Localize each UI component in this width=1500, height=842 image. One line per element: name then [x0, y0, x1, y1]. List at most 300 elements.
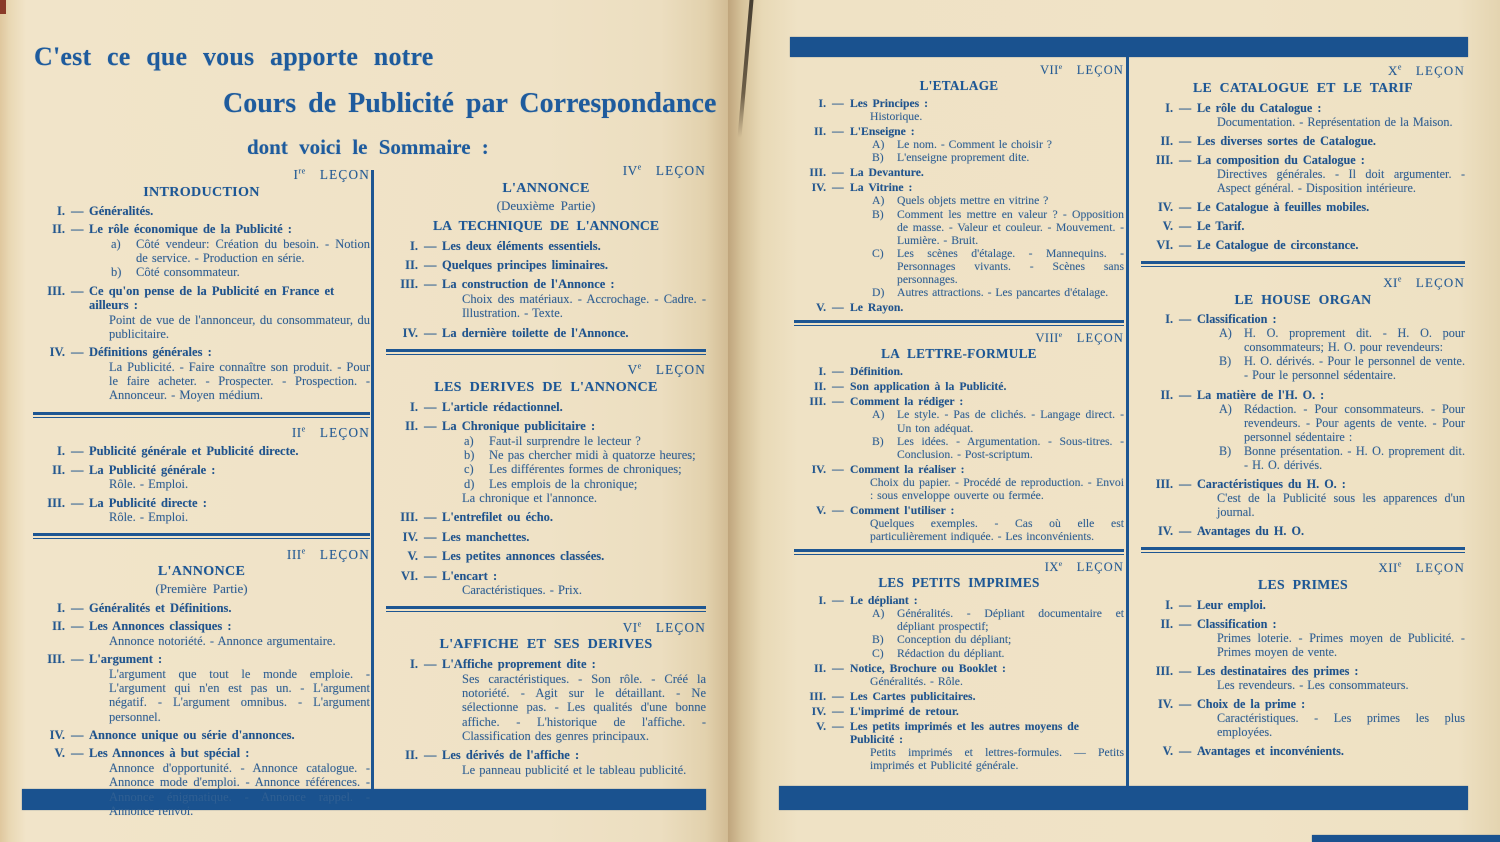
item-label: Comment la réaliser : [850, 462, 965, 476]
item-subitem [870, 607, 1124, 633]
item-dash: — [71, 601, 84, 616]
lesson-number [1141, 274, 1465, 290]
lesson-title: LES PETITS IMPRIMES [878, 575, 1040, 591]
subitem-letter: A) [872, 607, 885, 621]
subitem-letter: B) [872, 434, 884, 448]
item-detail: Petits imprimés et lettres-formules. — Petits imprimés et Publicité générale. [870, 746, 1124, 773]
item-subitem [870, 633, 1124, 646]
toc-item [1141, 598, 1465, 612]
toc-item [1141, 238, 1465, 252]
item-detail: Rôle. - Emploi. [109, 509, 189, 524]
item-label: Classification : [1197, 312, 1277, 327]
subitem-text: Comment les mettre en valeur ? - Opposition de masse. - Valeur et couleur. - Mouvement. - Lumière. - Bruit. [897, 207, 1124, 247]
toc-item [1141, 697, 1465, 739]
item-dash: — [832, 181, 844, 195]
item-numeral: II. [1160, 616, 1173, 631]
lesson-numeral: IVe [622, 163, 642, 179]
item-dash: — [1179, 523, 1192, 538]
toc-item [794, 594, 1124, 659]
subitem-text: Côté consommateur. [136, 265, 240, 280]
subitem-text: Généralités. - Dépliant documentaire et dépliant prospectif; [897, 607, 1124, 634]
item-detail: Documentation. - Représentation de la Maison. [1217, 115, 1453, 130]
toc-item [386, 258, 706, 272]
toc-item [794, 463, 1124, 502]
item-detail: Quelques exemples. - Cas où elle est particulièrement indiquée. - Les inconvénients. [870, 517, 1124, 544]
item-dash: — [1179, 153, 1192, 168]
item-dash: — [832, 125, 844, 138]
toc-item [1141, 664, 1465, 692]
item-dash: — [832, 504, 844, 518]
lesson-block [33, 425, 370, 525]
toc-item [386, 748, 706, 777]
item-dash: — [832, 96, 844, 110]
toc-item [1141, 744, 1465, 758]
item-numeral: IV. [1157, 523, 1173, 538]
toc-item [1141, 101, 1465, 129]
item-dash: — [832, 720, 844, 733]
lesson-numeral: Ve [627, 361, 642, 378]
lesson-numeral: IIe [291, 424, 306, 441]
lesson-separator [33, 533, 370, 539]
item-dash: — [832, 365, 844, 379]
item-dash: — [1179, 312, 1192, 327]
toc-item [386, 657, 706, 743]
column-divider-left-page [371, 170, 374, 789]
lesson-title: LES DERIVES DE L'ANNONCE [434, 378, 658, 395]
item-dash: — [832, 704, 844, 718]
item-label: Généralités. [89, 203, 154, 218]
item-numeral: I. [410, 657, 418, 672]
item-dash: — [1179, 476, 1192, 491]
item-dash: — [1179, 387, 1192, 402]
item-subitem [870, 647, 1124, 660]
item-numeral: II. [405, 258, 418, 272]
toc-item [1141, 477, 1465, 519]
item-numeral: V. [54, 746, 65, 761]
item-label: Les petits imprimés et les autres moyens de Publicité : [850, 720, 1079, 747]
item-dash: — [1179, 219, 1192, 234]
item-dash: — [424, 419, 437, 434]
item-dash: — [71, 222, 84, 237]
item-label: La matière de l'H. O. : [1197, 387, 1325, 402]
item-numeral: VI. [1156, 238, 1173, 253]
lesson-block [386, 619, 706, 777]
subitem-text: Les idées. - Argumentation. - Sous-titres. - Conclusion. - Post-scriptum. [897, 434, 1124, 461]
item-subitem [1217, 402, 1465, 444]
item-numeral: I. [57, 203, 65, 218]
lesson-title: L'ANNONCE [502, 179, 590, 196]
item-subitem [870, 408, 1124, 434]
item-dash: — [424, 568, 437, 583]
toc-item [794, 97, 1124, 123]
lesson-ordinal-suffix: e [1058, 62, 1063, 71]
toc-item [794, 181, 1124, 299]
item-label: La Devanture. [850, 166, 924, 180]
item-dash: — [71, 462, 84, 477]
item-dash: — [1179, 597, 1192, 612]
toc-item [386, 419, 706, 505]
item-dash: — [424, 238, 437, 253]
item-numeral: II. [52, 462, 65, 477]
item-label: Les Annonces classiques : [89, 619, 232, 634]
item-label: Définitions générales : [89, 345, 212, 360]
item-label: L'Affiche proprement dite : [442, 657, 596, 672]
item-numeral: IV. [1157, 697, 1173, 712]
toc-column-3 [794, 63, 1124, 772]
item-subitem [109, 265, 370, 279]
toc-item [794, 690, 1124, 703]
item-label: Les deux éléments essentiels. [442, 238, 601, 253]
subitem-text: Bonne présentation. - H. O. proprement dit. - H. O. dérivés. [1244, 443, 1465, 472]
lesson-block [1141, 63, 1465, 252]
item-subitem [1217, 444, 1465, 472]
item-label: Le dépliant : [850, 594, 918, 608]
subitem-text: H. O. proprement dit. - H. O. pour consommateurs; H. O. pour revendeurs: [1244, 326, 1465, 355]
item-numeral: II. [1160, 387, 1173, 402]
item-label: Le rôle économique de la Publicité : [89, 222, 292, 237]
lesson-title: L'ANNONCE [157, 562, 246, 579]
item-detail: Ses caractéristiques. - Son rôle. - Créé la notoriété. - Agit sur le détaillant. - Ne sélectionne pas. - Les qualités d'une bonne affiche. - L'historique de l'affiche. - Classification des genres principaux. [462, 671, 706, 743]
item-dash: — [424, 510, 437, 525]
subitem-text: Ne pas chercher midi à quatorze heures; [489, 447, 696, 462]
item-label: Le Catalogue à feuilles mobiles. [1197, 200, 1370, 215]
item-dash: — [71, 746, 84, 761]
lesson-number [794, 560, 1124, 575]
lesson-ordinal-suffix: e [1058, 559, 1063, 569]
toc-item [33, 496, 370, 525]
item-label: L'article rédactionnel. [442, 399, 563, 414]
item-numeral: V. [407, 549, 418, 564]
item-dash: — [832, 661, 844, 675]
item-numeral: I. [818, 365, 826, 379]
lesson-number [386, 362, 706, 378]
lecon-label: LEÇON [319, 167, 370, 183]
item-subitem [1217, 354, 1465, 382]
item-label: Choix de la prime : [1197, 697, 1306, 712]
lesson-title: LE CATALOGUE ET LE TARIF [1192, 80, 1414, 96]
item-label: La Publicité générale : [89, 462, 216, 477]
course-title: Cours de Publicité par Correspondance [223, 88, 717, 119]
item-label: Ce qu'on pense de la Publicité en France et ailleurs : [89, 283, 335, 313]
item-dash: — [1179, 697, 1192, 712]
item-detail: Choix du papier. - Procédé de reproduction. - Envoi : sous enveloppe ouverte ou fermée. [870, 475, 1124, 502]
item-label: Les manchettes. [442, 529, 530, 544]
item-numeral: III. [809, 166, 826, 180]
item-dash: — [1179, 238, 1192, 253]
lesson-number [386, 619, 706, 635]
lesson-number [386, 163, 706, 179]
lesson-block [33, 546, 370, 818]
item-numeral: IV. [811, 462, 826, 476]
lesson-ordinal-suffix: e [1397, 63, 1402, 72]
toc-item [33, 204, 370, 218]
item-dash: — [832, 462, 844, 476]
subitem-letter: B) [872, 207, 884, 221]
item-numeral: III. [1155, 663, 1173, 678]
subitem-letter: b) [111, 265, 122, 280]
item-label: L'imprimé de retour. [850, 704, 959, 718]
lesson-numeral: VIIe [1040, 62, 1063, 78]
item-subitem [870, 247, 1124, 286]
item-dash: — [1179, 134, 1192, 149]
lesson-ordinal-suffix: re [298, 167, 306, 176]
lesson-block [794, 560, 1124, 772]
item-dash: — [832, 166, 844, 180]
lesson-number [1141, 63, 1465, 79]
subitem-letter: B) [1219, 443, 1232, 458]
subitem-letter: a) [464, 433, 474, 448]
item-numeral: V. [1162, 744, 1173, 759]
item-dash: — [832, 594, 844, 608]
lesson-number [794, 63, 1124, 78]
item-numeral: I. [1165, 101, 1173, 116]
toc-item [386, 277, 706, 320]
subitem-text: Le style. - Pas de clichés. - Langage direct. - Un ton adéquat. [897, 408, 1124, 435]
item-dash: — [1179, 663, 1192, 678]
item-numeral: III. [809, 689, 826, 703]
lesson-separator [794, 549, 1124, 555]
lesson-block [1141, 560, 1465, 758]
subitem-letter: A) [872, 138, 885, 152]
toc-item [794, 301, 1124, 314]
item-subitem [870, 194, 1124, 207]
lesson-numeral: XIIe [1378, 559, 1402, 576]
toc-item [33, 463, 370, 492]
item-label: Les diverses sortes de Catalogue. [1197, 134, 1376, 149]
item-subitem [1217, 326, 1465, 354]
item-dash: — [424, 325, 437, 340]
lesson-ordinal-suffix: e [1397, 559, 1402, 569]
toc-item [33, 619, 370, 648]
item-dash: — [424, 258, 437, 272]
subitem-letter: B) [872, 151, 884, 165]
item-subitem [870, 151, 1124, 164]
item-subitem [870, 208, 1124, 247]
item-detail: La Publicité. - Faire connaître son produit. - Pour le faire acheter. - Prospecter. - Prospection. - Annonceur. - Moyen médium. [109, 359, 370, 403]
lecon-label: LEÇON [1076, 331, 1124, 346]
lesson-separator [1141, 547, 1465, 553]
item-detail: C'est de la Publicité sous les apparences d'un journal. [1217, 490, 1465, 519]
lecon-label: LEÇON [1415, 274, 1465, 290]
item-detail: Primes loterie. - Primes moyen de Publicité. - Primes moyen de vente. [1217, 630, 1465, 659]
subitem-text: Rédaction. - Pour consommateurs. - Pour revendeurs. - Pour agents de vente. - Pour personnel sédentaire : [1244, 401, 1465, 444]
item-subitem [462, 434, 706, 448]
item-detail: Caractéristiques. - Prix. [462, 582, 583, 597]
item-dash: — [71, 444, 84, 459]
lesson-block [794, 331, 1124, 543]
top-rule-bar [790, 37, 1468, 57]
lesson-ordinal-suffix: e [301, 424, 306, 434]
item-dash: — [71, 652, 84, 667]
item-label: L'Enseigne : [850, 125, 915, 138]
item-label: Définition. [850, 365, 903, 379]
lecon-label: LEÇON [1076, 63, 1124, 78]
item-numeral: III. [1155, 476, 1173, 491]
toc-item [1141, 200, 1465, 214]
subitem-text: Autres attractions. - Les pancartes d'étalage. [897, 286, 1109, 300]
subitem-text: Les scènes d'étalage. - Mannequins. - Personnages vivants. - Scènes sans personnages. [897, 246, 1124, 287]
lesson-title: LE HOUSE ORGAN [1234, 291, 1372, 307]
lesson-numeral: VIIIe [1035, 330, 1063, 346]
item-numeral: V. [816, 504, 826, 518]
item-numeral: IV. [49, 345, 65, 360]
column-divider-right-page [1126, 57, 1129, 786]
lesson-separator [386, 349, 706, 355]
toc-item [794, 380, 1124, 393]
item-label: La Chronique publicitaire : [442, 419, 596, 434]
lecon-label: LEÇON [319, 546, 370, 562]
toc-item [386, 239, 706, 253]
item-label: Leur emploi. [1197, 597, 1266, 612]
item-numeral: III. [47, 652, 65, 667]
toc-item [33, 728, 370, 742]
lesson-numeral: IIIe [286, 546, 306, 562]
toc-item [33, 345, 370, 403]
item-detail: Généralités. - Rôle. [870, 674, 963, 688]
subitem-text: Conception du dépliant; [897, 633, 1012, 647]
subitem-text: Quels objets mettre en vitrine ? [897, 194, 1049, 208]
item-label: Comment l'utiliser : [850, 504, 955, 518]
lesson-title: L'AFFICHE ET SES DERIVES [439, 635, 653, 652]
lesson-separator [794, 320, 1124, 326]
item-numeral: III. [400, 277, 418, 292]
item-dash: — [71, 203, 84, 218]
toc-item [794, 365, 1124, 378]
item-label: Les destinataires des primes : [1197, 663, 1359, 678]
toc-item [1141, 134, 1465, 148]
lesson-subtitle: (Deuxième Partie) [496, 197, 596, 213]
sommaire-line: dont voici le Sommaire : [247, 135, 489, 159]
item-dash: — [832, 380, 844, 394]
item-label: Publicité générale et Publicité directe. [89, 444, 299, 459]
item-label: Son application à la Publicité. [850, 380, 1007, 394]
item-detail: Point de vue de l'annonceur, du consommateur, du publicitaire. [109, 312, 370, 341]
item-dash: — [71, 345, 84, 360]
item-subitem [109, 237, 370, 266]
item-label: Le Rayon. [850, 301, 904, 315]
lecon-label: LEÇON [1076, 560, 1124, 575]
item-label: La construction de l'Annonce : [442, 277, 615, 292]
lesson-ordinal-suffix: e [1397, 274, 1402, 284]
subitem-text: Côté vendeur: Création du besoin. - Notion de service. - Production en série. [136, 236, 370, 265]
item-numeral: III. [809, 395, 826, 409]
item-label: La composition du Catalogue : [1197, 153, 1365, 168]
item-numeral: IV. [811, 181, 826, 195]
item-detail: Annonce notoriété. - Annonce argumentaire. [109, 633, 336, 648]
toc-item [794, 662, 1124, 688]
toc-item [1141, 617, 1465, 659]
subitem-text: L'enseigne proprement dite. [897, 151, 1030, 165]
subitem-letter: B) [872, 633, 884, 647]
toc-item [386, 569, 706, 598]
lesson-title: LES PRIMES [1258, 577, 1348, 592]
item-numeral: III. [47, 495, 65, 510]
item-dash: — [1179, 744, 1192, 759]
item-numeral: I. [1165, 312, 1173, 327]
subitem-letter: C) [872, 646, 884, 660]
toc-item [33, 284, 370, 342]
item-label: Les dérivés de l'affiche : [442, 748, 580, 763]
lesson-separator [33, 412, 370, 418]
intro-line: C'est ce que vous apporte notre [34, 42, 434, 71]
item-numeral: III. [47, 283, 65, 298]
item-detail: Caractéristiques. - Les primes les plus employées. [1217, 711, 1465, 740]
subitem-letter: b) [464, 447, 475, 462]
item-subitem [870, 286, 1124, 299]
item-label: Classification : [1197, 616, 1277, 631]
subitem-letter: A) [1219, 326, 1232, 341]
item-label: L'argument : [89, 652, 163, 667]
toc-item [386, 326, 706, 340]
toc-item [794, 125, 1124, 164]
item-detail: L'argument que tout le monde emploie. - L'argument qui n'en est pas un. - L'argument négatif. - L'argument omnibus. - L'argument personnel. [109, 666, 370, 724]
subitem-text: Rédaction du dépliant. [897, 646, 1005, 660]
toc-column-1 [33, 167, 370, 818]
item-detail: Annonce d'opportunité. - Annonce catalogue. - Annonce mode d'emploi. - Annonce références. - Annonce énigmatique. - Annonce rappel. - Annonce renvoi. [109, 760, 370, 818]
item-numeral: IV. [402, 529, 418, 544]
item-numeral: I. [410, 399, 418, 414]
lesson-ordinal-suffix: e [637, 619, 642, 629]
item-dash: — [424, 748, 437, 763]
toc-item [1141, 312, 1465, 382]
item-numeral: I. [410, 238, 418, 253]
item-numeral: V. [1162, 219, 1173, 234]
lecon-label: LEÇON [1415, 560, 1465, 576]
item-dash: — [71, 619, 84, 634]
item-dash: — [832, 689, 844, 703]
toc-column-2 [386, 163, 706, 777]
item-dash: — [1179, 200, 1192, 215]
item-label: Les Annonces à but spécial : [89, 746, 250, 761]
item-dash: — [832, 301, 844, 315]
toc-item [794, 395, 1124, 460]
subitem-text: H. O. dérivés. - Pour le personnel de vente. - Pour le personnel sédentaire. [1244, 354, 1465, 383]
toc-item [33, 601, 370, 615]
lesson-ordinal-suffix: e [637, 361, 642, 371]
lesson-numeral: XIe [1383, 274, 1402, 290]
item-dash: — [424, 399, 437, 414]
item-label: Le Tarif. [1197, 219, 1245, 234]
item-numeral: V. [816, 720, 826, 733]
item-detail: Choix des matériaux. - Accrochage. - Cadre. - Illustration. - Texte. [462, 291, 706, 321]
item-numeral: II. [52, 222, 65, 237]
item-numeral: III. [1155, 153, 1173, 168]
subitem-text: Les emplois de la chronique; [489, 476, 638, 491]
lesson-title: L'ETALAGE [919, 78, 999, 94]
item-numeral: V. [816, 301, 826, 315]
item-numeral: VI. [400, 568, 418, 583]
item-detail: Les revendeurs. - Les consommateurs. [1217, 678, 1409, 692]
item-label: Les petites annonces classées. [442, 549, 605, 564]
item-detail: Directives générales. - Il doit argumenter. - Aspect général. - Disposition intérieure. [1217, 167, 1465, 196]
item-dash: — [424, 657, 437, 672]
item-label: Annonce unique ou série d'annonces. [89, 728, 295, 743]
lesson-numeral: Ire [293, 167, 306, 183]
subitem-letter: B) [1219, 354, 1232, 369]
lesson-ordinal-suffix: e [637, 163, 642, 172]
lesson-number [33, 425, 370, 441]
item-dash: — [424, 549, 437, 564]
item-subitem [462, 462, 706, 476]
toc-item [33, 652, 370, 724]
item-label: L'entrefilet ou écho. [442, 510, 554, 525]
toc-item [1141, 524, 1465, 538]
lecon-label: LEÇON [1415, 63, 1465, 79]
item-label: Les Principes : [850, 96, 929, 110]
item-numeral: I. [57, 444, 65, 459]
item-label: Avantages du H. O. [1197, 523, 1305, 538]
lesson-number [794, 331, 1124, 346]
